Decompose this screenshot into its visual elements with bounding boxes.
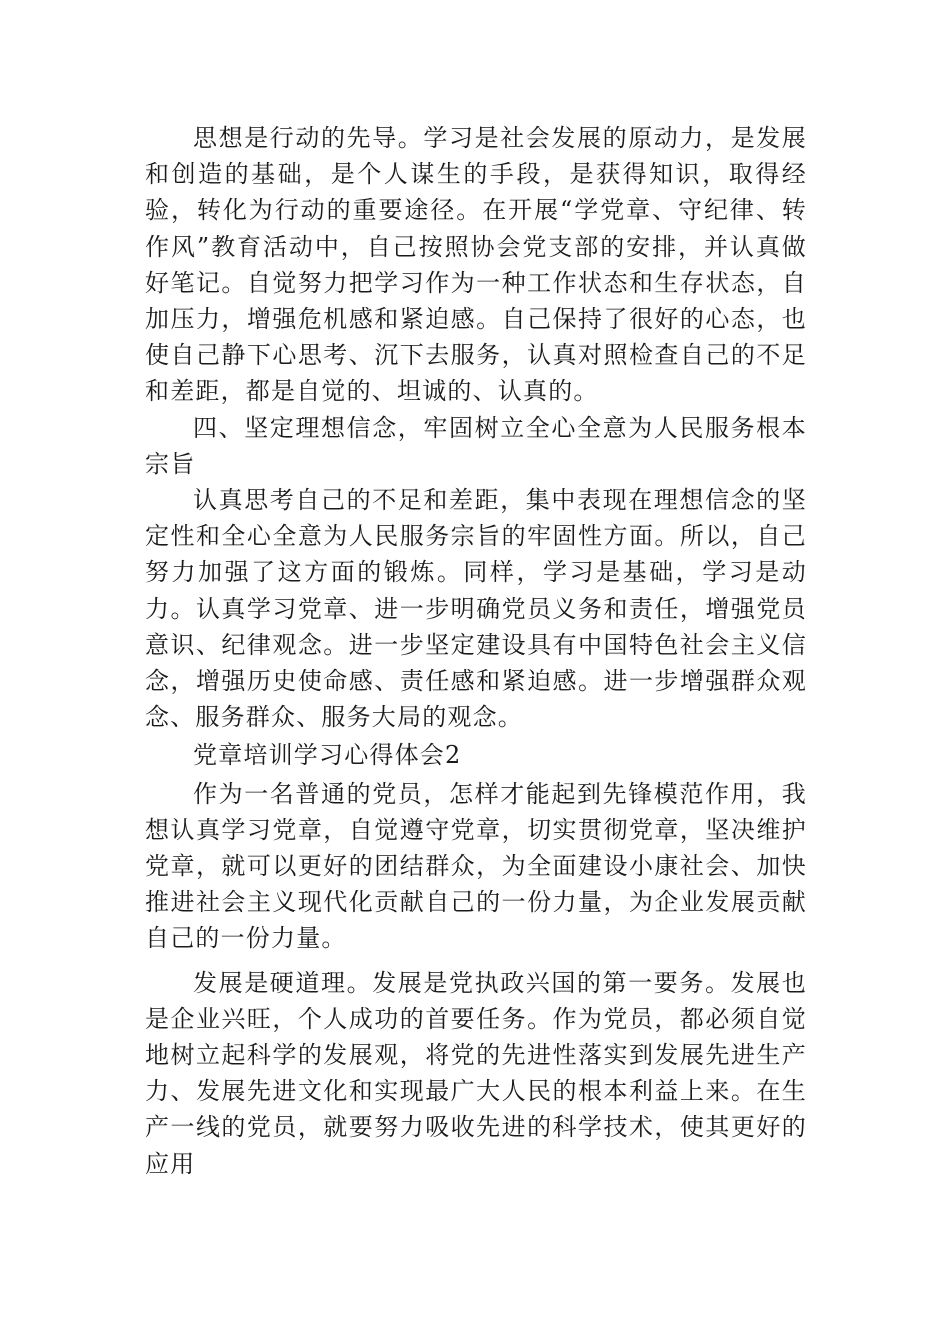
paragraph-study-attitude: 思想是行动的先导。学习是社会发展的原动力，是发展和创造的基础，是个人谋生的手段，是获得知识，取得经验，转化为行动的重要途径。在开展“学党章、守纪律、转作风”教育活动中，自己按照协会党支部的安排，并认真做好笔记。自觉努力把学习作为一种工作状态和生存状态，自加压力，增强危机感和紧迫感。自己保持了很好的心态，也使自己静下心思考、沉下去服务，认真对照检查自己的不足和差距，都是自觉的、坦诚的、认真的。 [145,124,807,406]
paragraph-party-member-role: 作为一名普通的党员，怎样才能起到先锋模范作用，我想认真学习党章，自觉遵守党章，切实贯彻党章，坚决维护党章，就可以更好的团结群众，为全面建设小康社会、加快推进社会主义现代化贡献自己的一份力量，为企业发展贡献自己的一份力量。 [145,779,807,953]
paragraph-ideals-reflection: 认真思考自己的不足和差距，集中表现在理想信念的坚定性和全心全意为人民服务宗旨的牢固性方面。所以，自己努力加强了这方面的锻炼。同样，学习是基础，学习是动力。认真学习党章、进一步明确党员义务和责任，增强党员意识、纪律观念。进一步坚定建设具有中国特色社会主义信念，增强历史使命感、责任感和紧迫感。进一步增强群众观念、服务群众、服务大局的观念。 [145,486,807,732]
document-body [145,120,807,1182]
section-heading-ideals: 四、坚定理想信念，牢固树立全心全意为人民服务根本宗旨 [145,413,807,478]
section-title-experience-2: 党章培训学习心得体会2 [193,741,462,770]
paragraph-development: 发展是硬道理。发展是党执政兴国的第一要务。发展也是企业兴旺，个人成功的首要任务。作为党员，都必须自觉地树立起科学的发展观，将党的先进性落实到发展先进生产力、发展先进文化和实现最广大人民的根本利益上来。在生产一线的党员，就要努力吸收先进的科学技术，使其更好的应用 [145,968,807,1178]
